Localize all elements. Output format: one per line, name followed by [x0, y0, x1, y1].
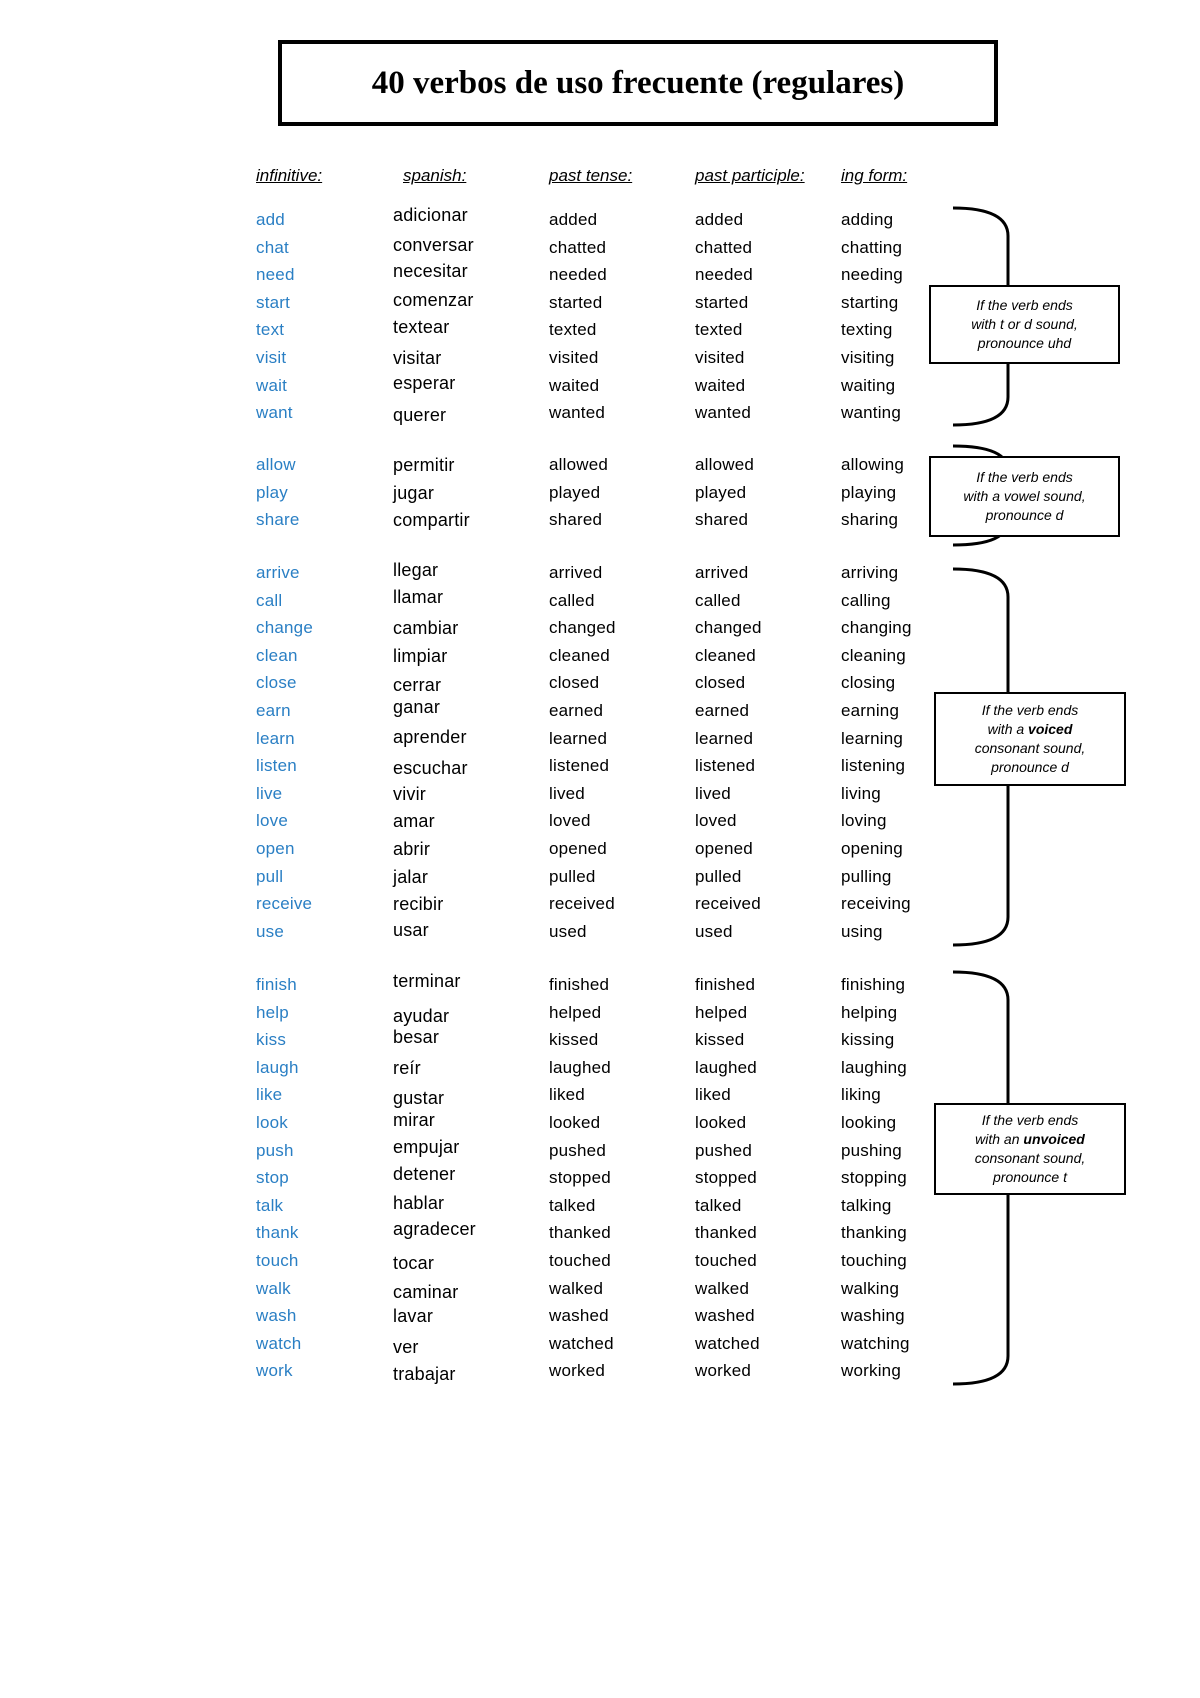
cell-past-participle: started [695, 292, 749, 312]
cell-spanish: escuchar [393, 758, 468, 779]
cell-past-tense: kissed [549, 1030, 599, 1050]
cell-infinitive: clean [256, 645, 298, 665]
cell-past-participle: listened [695, 756, 756, 776]
cell-spanish: usar [393, 919, 429, 940]
cell-past-tense: played [549, 482, 601, 502]
cell-past-participle: stopped [695, 1168, 757, 1188]
cell-past-tense: added [549, 210, 598, 229]
cell-spanish: gustar [393, 1088, 445, 1109]
cell-infinitive: kiss [256, 1030, 287, 1050]
cell-past-tense: cleaned [549, 645, 610, 665]
note-box-unvoiced [934, 1103, 1126, 1195]
note-1-line-2: with t or d sound, [971, 316, 1078, 332]
cell-ing-form: sharing [841, 510, 899, 530]
cell-past-participle: kissed [695, 1030, 745, 1050]
cell-past-participle: changed [695, 618, 762, 638]
cell-ing-form: receiving [841, 894, 911, 914]
cell-infinitive: touch [256, 1251, 299, 1270]
cell-past-participle: cleaned [695, 645, 756, 665]
cell-past-participle: thanked [695, 1223, 757, 1243]
cell-spanish: vivir [393, 783, 426, 804]
cell-spanish: necesitar [393, 261, 468, 282]
cell-ing-form: kissing [841, 1030, 895, 1050]
cell-past-participle: texted [695, 320, 743, 340]
header-past-tense: past tense: [549, 166, 633, 185]
cell-past-participle: liked [695, 1085, 731, 1105]
cell-spanish: esperar [393, 372, 456, 393]
cell-past-participle: pushed [695, 1140, 752, 1160]
note-2-line-2: with a vowel sound, [963, 488, 1086, 504]
cell-ing-form: using [841, 921, 883, 941]
cell-past-participle: talked [695, 1195, 742, 1215]
cell-past-tense: chatted [549, 237, 607, 257]
cell-past-tense: visited [549, 348, 599, 367]
cell-infinitive: work [256, 1361, 293, 1381]
cell-past-participle: opened [695, 839, 753, 858]
cell-ing-form: opening [841, 839, 903, 858]
cell-spanish: jalar [393, 866, 429, 887]
cell-infinitive: share [256, 510, 300, 530]
cell-past-tense: washed [549, 1306, 609, 1326]
note-4-line-4: pronounce t [993, 1169, 1067, 1185]
cell-infinitive: talk [256, 1195, 284, 1215]
cell-past-participle: played [695, 482, 747, 502]
note-4-line-1: If the verb ends [981, 1112, 1079, 1128]
note-box-vowel [929, 456, 1120, 537]
cell-past-tense: received [549, 894, 615, 914]
cell-infinitive: look [256, 1113, 288, 1132]
cell-ing-form: finishing [841, 975, 906, 994]
cell-spanish: amar [393, 811, 435, 832]
cell-infinitive: wait [256, 375, 288, 395]
cell-past-tense: pushed [549, 1140, 606, 1160]
cell-spanish: adicionar [393, 205, 468, 225]
cell-past-participle: loved [695, 811, 737, 831]
cell-infinitive: start [256, 292, 291, 312]
cell-ing-form: wanting [841, 403, 901, 423]
cell-ing-form: calling [841, 590, 891, 610]
cell-past-participle: pulled [695, 866, 742, 886]
cell-infinitive: laugh [256, 1057, 299, 1077]
cell-spanish: visitar [393, 348, 442, 368]
cell-infinitive: help [256, 1002, 289, 1022]
cell-spanish: empujar [393, 1136, 460, 1157]
cell-ing-form: needing [841, 265, 903, 285]
cell-spanish: permitir [393, 455, 455, 475]
cell-past-tense: wanted [549, 403, 606, 423]
cell-infinitive: use [256, 921, 285, 941]
cell-infinitive: earn [256, 701, 291, 720]
cell-past-tense: worked [549, 1361, 606, 1381]
cell-infinitive: chat [256, 237, 289, 257]
cell-spanish: comenzar [393, 289, 474, 310]
cell-infinitive: add [256, 210, 285, 229]
cell-infinitive: visit [256, 348, 287, 367]
cell-past-participle: watched [695, 1333, 760, 1353]
cell-ing-form: helping [841, 1002, 898, 1022]
cell-ing-form: learning [841, 728, 904, 748]
note-3-bold: voiced [1028, 721, 1073, 737]
cell-past-participle: touched [695, 1251, 757, 1270]
note-2-line-1: If the verb ends [976, 469, 1073, 485]
cell-ing-form: watching [841, 1333, 910, 1353]
cell-infinitive: live [256, 783, 283, 803]
cell-past-tense: used [549, 921, 587, 941]
cell-infinitive: open [256, 839, 295, 858]
cell-spanish: tocar [393, 1253, 435, 1273]
header-infinitive: infinitive: [256, 166, 323, 185]
cell-past-tense: arrived [549, 563, 603, 582]
cell-past-tense: loved [549, 811, 591, 831]
cell-infinitive: listen [256, 756, 297, 776]
cell-past-tense: waited [549, 375, 600, 395]
cell-infinitive: like [256, 1085, 283, 1105]
cell-spanish: llegar [393, 560, 439, 580]
cell-spanish: textear [393, 317, 450, 338]
cell-infinitive: wash [256, 1306, 297, 1326]
cell-spanish: mirar [393, 1110, 435, 1130]
cell-ing-form: stopping [841, 1168, 907, 1188]
note-3-line-4: pronounce d [991, 759, 1069, 775]
cell-past-tense: walked [549, 1278, 604, 1298]
note-4-line-3: consonant sound, [974, 1150, 1086, 1166]
cell-ing-form: washing [841, 1306, 905, 1326]
cell-infinitive: text [256, 320, 285, 340]
cell-ing-form: chatting [841, 237, 903, 257]
cell-past-tense: opened [549, 839, 607, 858]
cell-past-participle: called [695, 590, 741, 610]
cell-ing-form: pulling [841, 866, 892, 886]
note-3-line-1: If the verb ends [981, 702, 1079, 718]
cell-ing-form: pushing [841, 1140, 902, 1160]
cell-infinitive: play [256, 482, 288, 502]
cell-ing-form: cleaning [841, 645, 906, 665]
cell-infinitive: walk [256, 1278, 291, 1298]
cell-spanish: lavar [393, 1306, 434, 1327]
cell-ing-form: laughing [841, 1057, 907, 1077]
cell-past-tense: touched [549, 1251, 611, 1270]
cell-past-participle: lived [695, 783, 731, 803]
cell-spanish: jugar [393, 482, 435, 503]
cell-spanish: hablar [393, 1192, 445, 1213]
cell-spanish: ganar [393, 697, 441, 717]
cell-ing-form: changing [841, 618, 912, 638]
cell-ing-form: thanking [841, 1223, 907, 1243]
cell-infinitive: finish [256, 975, 297, 994]
cell-spanish: abrir [393, 839, 431, 859]
cell-infinitive: stop [256, 1168, 289, 1188]
cell-infinitive: watch [256, 1333, 302, 1353]
cell-ing-form: adding [841, 210, 894, 229]
cell-past-tense: earned [549, 701, 604, 720]
cell-infinitive: arrive [256, 563, 300, 582]
cell-spanish: aprender [393, 726, 467, 747]
note-2-line-3: pronounce d [985, 507, 1064, 523]
cell-ing-form: allowing [841, 455, 905, 474]
cell-ing-form: texting [841, 320, 893, 340]
cell-past-participle: wanted [695, 403, 752, 423]
cell-past-tense: pulled [549, 866, 596, 886]
cell-past-participle: earned [695, 701, 750, 720]
note-4-bold: unvoiced [1023, 1131, 1085, 1147]
cell-spanish: cerrar [393, 675, 442, 696]
cell-ing-form: arriving [841, 563, 899, 582]
cell-past-participle: walked [695, 1278, 750, 1298]
cell-past-tense: started [549, 292, 603, 312]
cell-ing-form: walking [841, 1278, 900, 1298]
note-3-line-2: with a [987, 721, 1029, 737]
cell-past-participle: helped [695, 1002, 748, 1022]
cell-spanish: ayudar [393, 1005, 450, 1026]
cell-infinitive: need [256, 265, 295, 285]
cell-past-tense: liked [549, 1085, 585, 1105]
cell-spanish: recibir [393, 894, 444, 915]
cell-ing-form: working [841, 1361, 901, 1381]
cell-past-participle: laughed [695, 1057, 757, 1077]
cell-ing-form: looking [841, 1113, 897, 1132]
cell-infinitive: call [256, 590, 283, 610]
cell-spanish: limpiar [393, 645, 448, 666]
cell-past-participle: received [695, 894, 761, 914]
cell-past-tense: stopped [549, 1168, 611, 1188]
cell-past-tense: shared [549, 510, 603, 530]
cell-spanish: besar [393, 1027, 440, 1048]
cell-past-participle: learned [695, 728, 754, 748]
cell-past-tense: laughed [549, 1057, 611, 1077]
cell-spanish: trabajar [393, 1364, 456, 1385]
cell-ing-form: living [841, 783, 881, 803]
cell-ing-form: closing [841, 673, 896, 693]
cell-infinitive: push [256, 1140, 294, 1160]
cell-past-tense: called [549, 590, 595, 610]
cell-past-tense: closed [549, 673, 600, 693]
cell-past-tense: thanked [549, 1223, 611, 1243]
cell-past-tense: lived [549, 783, 585, 803]
cell-ing-form: touching [841, 1251, 907, 1270]
cell-past-tense: allowed [549, 455, 609, 474]
cell-past-tense: listened [549, 756, 610, 776]
cell-infinitive: love [256, 811, 288, 831]
cell-ing-form: loving [841, 811, 887, 831]
cell-ing-form: liking [841, 1085, 881, 1105]
cell-ing-form: starting [841, 292, 899, 312]
note-3-line-3: consonant sound, [974, 740, 1086, 756]
cell-past-tense: talked [549, 1195, 596, 1215]
cell-ing-form: listening [841, 756, 906, 776]
cell-past-participle: finished [695, 975, 756, 994]
cell-past-tense: changed [549, 618, 616, 638]
cell-past-participle: washed [695, 1306, 755, 1326]
cell-past-participle: chatted [695, 237, 753, 257]
cell-past-tense: looked [549, 1113, 601, 1132]
cell-ing-form: earning [841, 701, 900, 720]
cell-spanish: querer [393, 405, 447, 426]
cell-spanish: caminar [393, 1281, 459, 1302]
cell-past-participle: added [695, 210, 744, 229]
cell-spanish: cambiar [393, 618, 459, 639]
cell-infinitive: receive [256, 894, 313, 914]
cell-ing-form: visiting [841, 348, 895, 367]
cell-past-tense: learned [549, 728, 608, 748]
cell-spanish: compartir [393, 510, 470, 531]
note-1-line-1: If the verb ends [976, 297, 1073, 313]
cell-ing-form: talking [841, 1195, 892, 1215]
cell-past-tense: texted [549, 320, 597, 340]
cell-infinitive: learn [256, 728, 295, 748]
cell-spanish: llamar [393, 586, 444, 607]
cell-spanish: terminar [393, 971, 461, 991]
cell-infinitive: want [256, 403, 293, 423]
cell-past-participle: visited [695, 348, 745, 367]
cell-spanish: detener [393, 1164, 456, 1185]
cell-past-participle: closed [695, 673, 746, 693]
cell-ing-form: playing [841, 482, 897, 502]
cell-spanish: agradecer [393, 1219, 476, 1240]
cell-past-participle: arrived [695, 563, 749, 582]
cell-past-participle: waited [695, 375, 746, 395]
cell-past-tense: needed [549, 265, 607, 285]
page-title: 40 verbos de uso frecuente (regulares) [371, 64, 905, 101]
cell-infinitive: close [256, 673, 297, 693]
cell-past-participle: looked [695, 1113, 747, 1132]
header-ing-form: ing form: [841, 166, 908, 185]
cell-past-participle: shared [695, 510, 749, 530]
cell-past-participle: needed [695, 265, 753, 285]
cell-past-tense: helped [549, 1002, 602, 1022]
cell-past-participle: used [695, 921, 733, 941]
cell-spanish: ver [393, 1336, 419, 1357]
header-past-participle: past participle: [695, 166, 805, 185]
cell-past-tense: watched [549, 1333, 614, 1353]
cell-spanish: reír [393, 1057, 421, 1078]
note-box-voiced [934, 692, 1126, 786]
cell-infinitive: change [256, 618, 313, 638]
cell-past-participle: allowed [695, 455, 755, 474]
cell-infinitive: allow [256, 455, 296, 474]
note-1-line-3: pronounce uhd [977, 335, 1072, 351]
note-box-t-d [929, 285, 1120, 364]
cell-infinitive: pull [256, 866, 284, 886]
note-4-line-2: with an [975, 1131, 1024, 1147]
cell-past-tense: finished [549, 975, 610, 994]
cell-infinitive: thank [256, 1223, 299, 1243]
cell-spanish: conversar [393, 234, 474, 255]
cell-past-participle: worked [695, 1361, 752, 1381]
cell-ing-form: waiting [841, 375, 896, 395]
header-spanish: spanish: [403, 166, 467, 185]
